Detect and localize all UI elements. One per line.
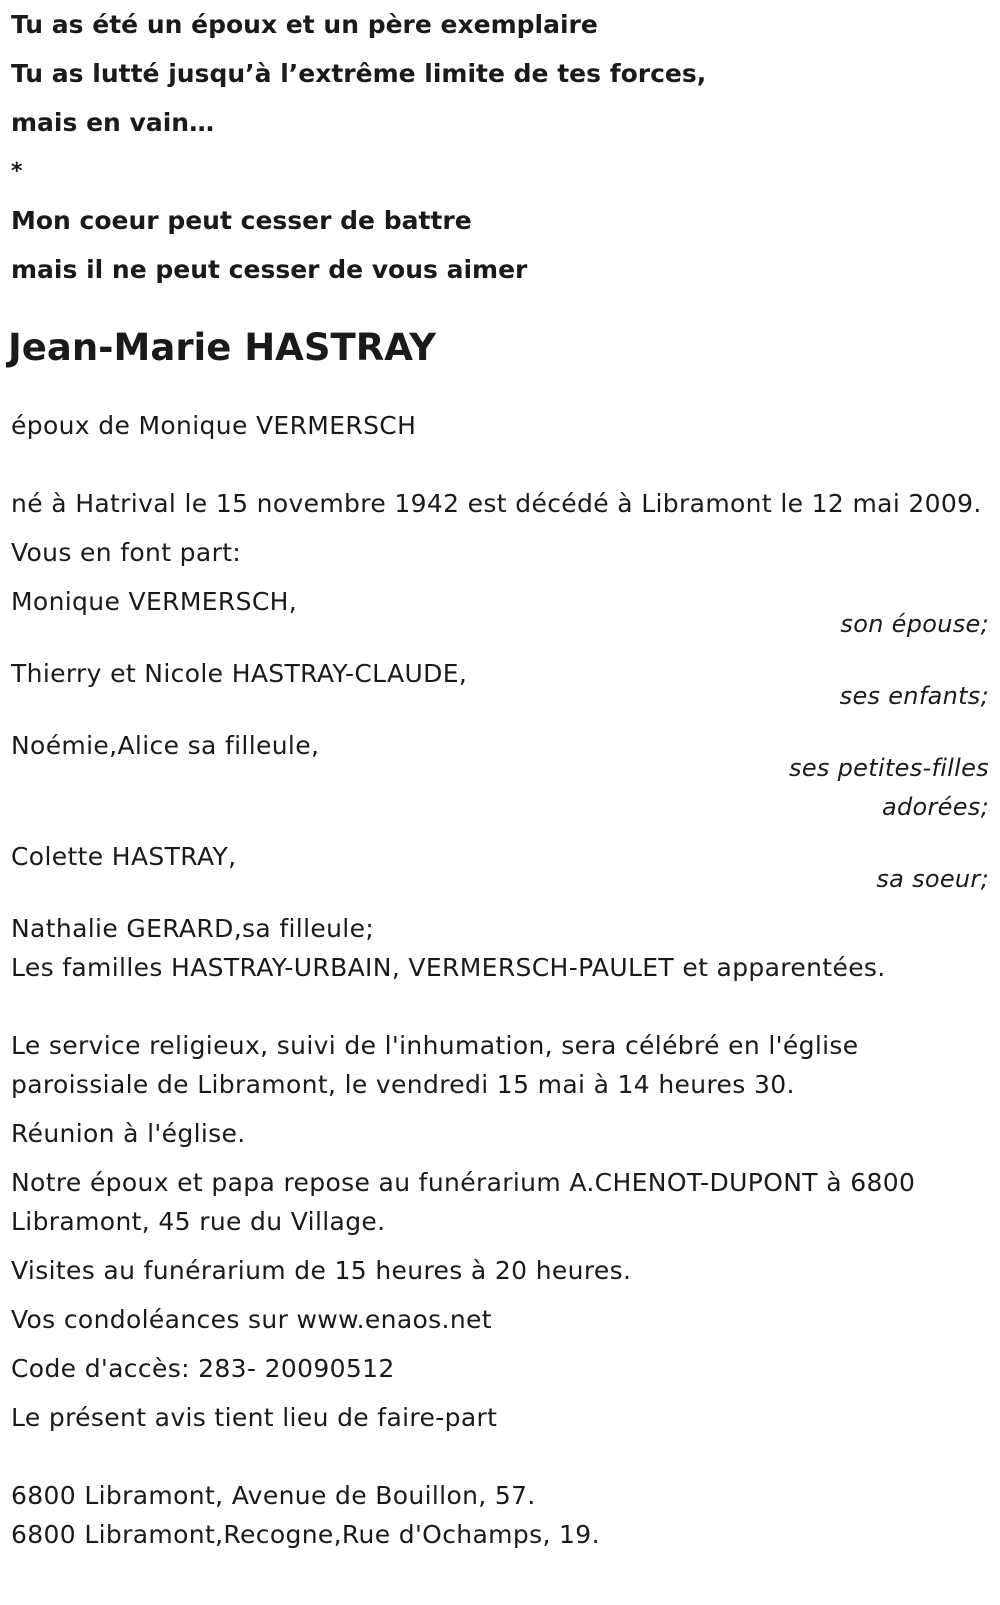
family-member-name: Monique VERMERSCH, — [11, 587, 298, 616]
meeting-text: Réunion à l'église. — [11, 1119, 246, 1148]
family-member-role-part-2: adorées; — [881, 793, 989, 821]
ceremony-text: Le service religieux, suivi de l'inhumation, sera célébré en l'église paroissiale de Libramont, le vendredi 15 mai à 14 heures 30. — [11, 1031, 859, 1099]
address-2: 6800 Libramont,Recogne,Rue d'Ochamps, 19. — [11, 1520, 600, 1549]
godchild-line: Nathalie GERARD,sa filleule; — [11, 914, 375, 943]
birth-death-line: né à Hatrival le 15 novembre 1942 est décédé à Libramont le 12 mai 2009. — [11, 489, 982, 518]
address-1: 6800 Libramont, Avenue de Bouillon, 57. — [11, 1481, 536, 1510]
obituary-notice — [8, 0, 991, 1554]
poem-separator: * — [11, 159, 23, 184]
family-row — [11, 726, 991, 827]
family-row — [11, 654, 991, 716]
funeral-home-text: Notre époux et papa repose au funérarium A.CHENOT-DUPONT à 6800 Libramont, 45 rue du Village. — [11, 1168, 916, 1236]
family-member-name: Noémie,Alice sa filleule, — [11, 731, 320, 760]
poem-line-5: mais il ne peut cesser de vous aimer — [11, 255, 528, 284]
family-member-role: ses enfants; — [839, 682, 989, 710]
poem-block — [11, 0, 991, 294]
poem-line-2: Tu as lutté jusqu’à l’extrême limite de tes forces, — [11, 59, 707, 88]
family-row — [11, 582, 991, 644]
visits-text: Visites au funérarium de 15 heures à 20 heures. — [11, 1256, 632, 1285]
family-member-role: sa soeur; — [876, 865, 989, 893]
family-member-role: son épouse; — [840, 610, 989, 638]
deceased-name: Jean-Marie HASTRAY — [8, 326, 437, 369]
poem-line-4: Mon coeur peut cesser de battre — [11, 206, 472, 235]
condolences-text: Vos condoléances sur www.enaos.net — [11, 1305, 492, 1334]
family-member-name: Thierry et Nicole HASTRAY-CLAUDE, — [11, 659, 468, 688]
poem-line-3: mais en vain… — [11, 108, 215, 137]
families-line: Les familles HASTRAY-URBAIN, VERMERSCH-PAULET et apparentées. — [11, 953, 886, 982]
spouse-line: époux de Monique VERMERSCH — [11, 411, 417, 440]
family-row — [11, 837, 991, 899]
announcement-intro: Vous en font part: — [11, 538, 242, 567]
notice-text: Le présent avis tient lieu de faire-part — [11, 1403, 498, 1432]
poem-line-1: Tu as été un époux et un père exemplaire — [11, 10, 598, 39]
family-member-name: Colette HASTRAY, — [11, 842, 237, 871]
family-member-role-part-1: ses petites-filles — [789, 754, 989, 782]
access-code-text: Code d'accès: 283- 20090512 — [11, 1354, 395, 1383]
